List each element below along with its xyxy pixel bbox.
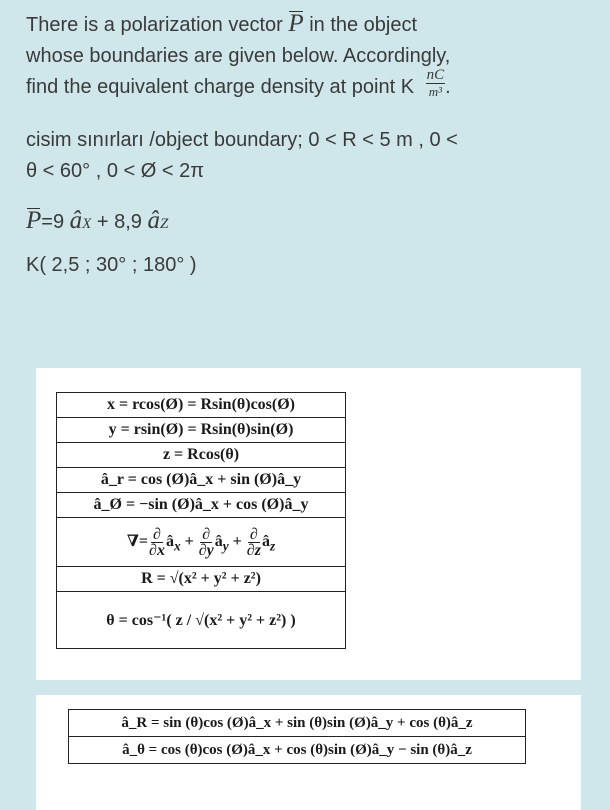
formula-aphi: â_Ø = −sin (Ø)â_x + cos (Ø)â_y <box>57 493 346 518</box>
formula-xy: x = rcos(Ø) = Rsin(θ)cos(Ø) <box>57 393 346 418</box>
formula-aR: â_R = sin (θ)cos (Ø)â_x + sin (θ)sin (Ø)â_y + cos (θ)â_z <box>69 710 526 737</box>
problem-line-2: whose boundaries are given below. Accordingly, <box>26 45 451 67</box>
formula-atheta: â_θ = cos (θ)cos (Ø)â_x + cos (θ)sin (Ø)â_y − sin (θ)â_z <box>69 737 526 764</box>
coordinate-formula-table <box>56 392 346 649</box>
vector-p-symbol: P <box>288 10 304 37</box>
unit-vector-table <box>68 709 526 764</box>
vector-p-symbol: P <box>26 207 42 235</box>
boundary-line-2: θ < 60° , 0 < Ø < 2π <box>26 160 205 183</box>
formula-ar: â_r = cos (Ø)â_x + sin (Ø)â_y <box>57 468 346 493</box>
vector-definition: P=9 âX + 8,9 âZ <box>26 207 169 235</box>
boundary-line-1: cisim sınırları /object boundary; 0 < R < 5 m , 0 < <box>26 129 458 152</box>
problem-text <box>26 8 596 281</box>
problem-line-3: find the equivalent charge density at point K $\frac{nC}{\text{m³}}$ . <box>26 67 451 100</box>
formula-z: z = Rcos(θ) <box>57 443 346 468</box>
formula-theta: θ = cos⁻¹( z / √(x² + y² + z²) ) <box>57 592 346 649</box>
formula-r: R = √(x² + y² + z²) <box>57 567 346 592</box>
unit-fraction: $\frac{nC}{\text{m³}}$ <box>426 67 445 100</box>
formula-nabla: ∇= $\frac{\partial}{\partial x}$ $â_x$ + $\frac{\partial}{\partial y}$ $â_y$ + $\frac{\partial}{\partial z}$ $â_z$ <box>57 518 346 567</box>
point-k: K( 2,5 ; 30° ; 180° ) <box>26 254 197 277</box>
problem-line-1: There is a polarization vector P in the object <box>26 10 418 37</box>
formula-y: y = rsin(Ø) = Rsin(θ)sin(Ø) <box>57 418 346 443</box>
